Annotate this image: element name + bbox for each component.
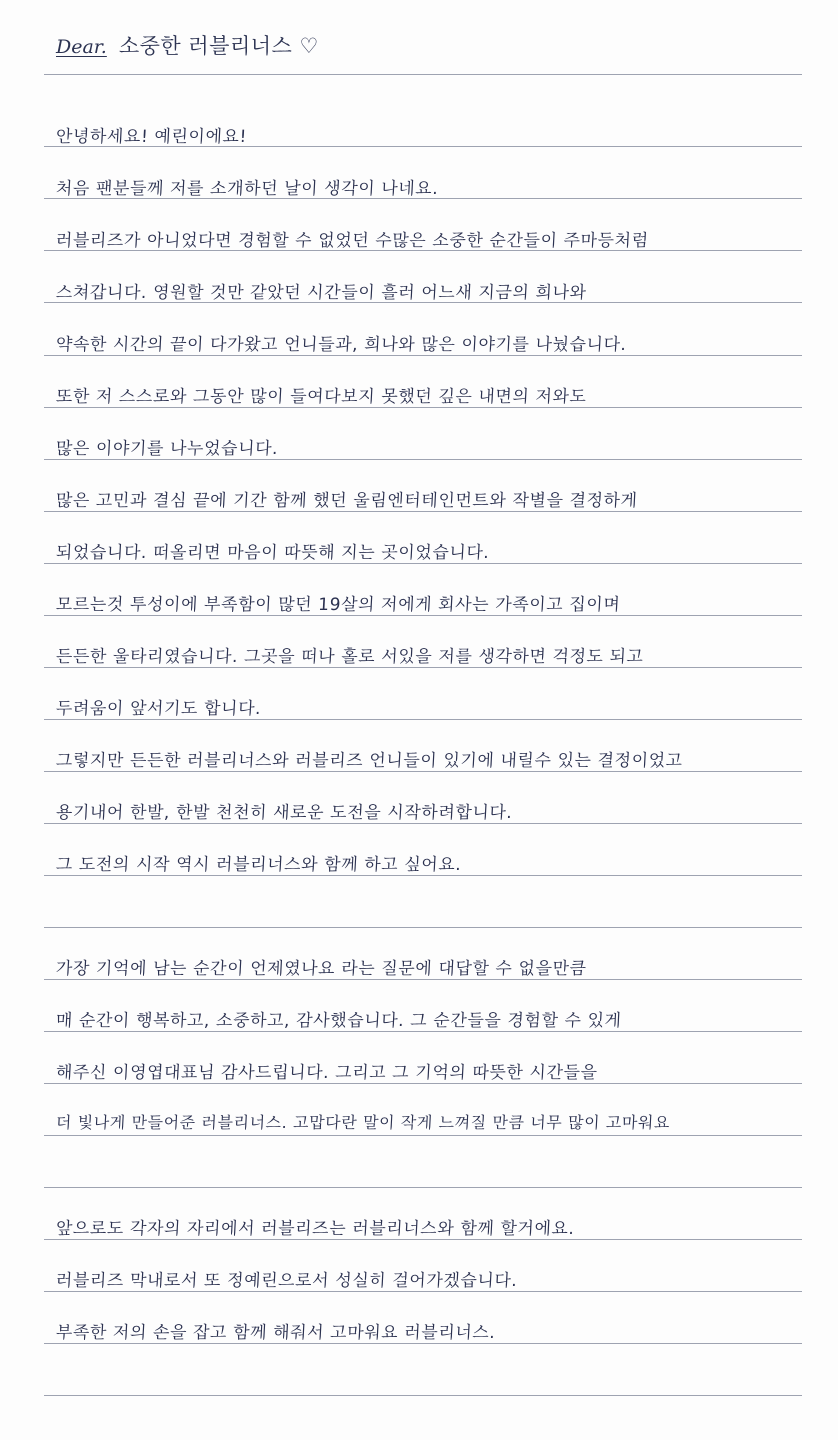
letter-line: 더 빛나게 만들어준 러블리너스. 고맙다란 말이 작게 느껴질 만큼 너무 많이 고마워요: [55, 1113, 671, 1132]
letter-line: 러블리즈가 아니었다면 경험할 수 없었던 수많은 소중한 순간들이 주마등처럼: [55, 231, 650, 251]
letter-line: 되었습니다. 떠올리면 마음이 따뜻해 지는 곳이었습니다.: [55, 543, 490, 563]
letter-line: 많은 이야기를 나누었습니다.: [55, 439, 279, 459]
paper-rule: [44, 355, 802, 356]
letter-line: 안녕하세요! 예린이에요!: [55, 127, 248, 147]
paper-rule: [44, 875, 802, 876]
salutation-recipient: 소중한 러블리너스 ♡: [118, 34, 319, 58]
letter-line: 모르는것 투성이에 부족함이 많던 19살의 저에게 회사는 가족이고 집이며: [55, 595, 621, 615]
letter-line: 가장 기억에 남는 순간이 언제였나요 라는 질문에 대답할 수 없을만큼: [55, 959, 588, 979]
letter-line: 매 순간이 행복하고, 소중하고, 감사했습니다. 그 순간들을 경험할 수 있게: [55, 1011, 623, 1031]
paper-rule: [44, 771, 802, 772]
letter-line: 용기내어 한발, 한발 천천히 새로운 도전을 시작하려합니다.: [55, 803, 513, 823]
paper-rule: [44, 1343, 802, 1344]
paper-rule: [44, 823, 802, 824]
letter-line: 앞으로도 각자의 자리에서 러블리즈는 러블리너스와 함께 할거에요.: [55, 1219, 576, 1239]
letter-line: 처음 팬분들께 저를 소개하던 날이 생각이 나네요.: [55, 179, 439, 199]
letter-line: 든든한 울타리였습니다. 그곳을 떠나 홀로 서있을 저를 생각하면 걱정도 되고: [55, 647, 645, 667]
letter-line: 두려움이 앞서기도 합니다.: [55, 699, 262, 719]
paper-rule: [44, 1187, 802, 1188]
paper-rule: [44, 1031, 802, 1032]
paper-rule: [44, 511, 802, 512]
paper-rule: [44, 459, 802, 460]
paper-rule: [44, 74, 802, 75]
letter-line: 그렇지만 든든한 러블리너스와 러블리즈 언니들이 있기에 내릴수 있는 결정이었고: [55, 751, 684, 771]
paper-rule: [44, 667, 802, 668]
paper-rule: [44, 1083, 802, 1084]
letter-line: 그 도전의 시작 역시 러블리너스와 함께 하고 싶어요.: [55, 855, 462, 875]
letter-line: 많은 고민과 결심 끝에 기간 함께 했던 울림엔터테인먼트와 작별을 결정하게: [55, 491, 639, 511]
letter-line: 해주신 이영엽대표님 감사드립니다. 그리고 그 기억의 따뜻한 시간들을: [55, 1063, 599, 1083]
paper-rule: [44, 407, 802, 408]
paper-rule: [44, 615, 802, 616]
paper-rule: [44, 979, 802, 980]
paper-rule: [44, 927, 802, 928]
paper-rule: [44, 1291, 802, 1292]
letter-line: 러블리즈 막내로서 또 정예린으로서 성실히 걸어가겠습니다.: [55, 1271, 518, 1291]
salutation-dear-label: Dear.: [56, 36, 107, 58]
salutation: [56, 30, 319, 60]
paper-rule: [44, 1395, 802, 1396]
letter-line: 스쳐갑니다. 영원할 것만 같았던 시간들이 흘러 어느새 지금의 희나와: [55, 283, 588, 303]
paper-rule: [44, 1135, 802, 1136]
letter-line: 약속한 시간의 끝이 다가왔고 언니들과, 희나와 많은 이야기를 나눴습니다.: [55, 335, 628, 355]
paper-rule: [44, 563, 802, 564]
letter-line: 부족한 저의 손을 잡고 함께 해줘서 고마워요 러블리너스.: [55, 1323, 496, 1343]
paper-rule: [44, 1239, 802, 1240]
letter-line: 또한 저 스스로와 그동안 많이 들여다보지 못했던 깊은 내면의 저와도: [55, 387, 588, 407]
paper-rule: [44, 719, 802, 720]
